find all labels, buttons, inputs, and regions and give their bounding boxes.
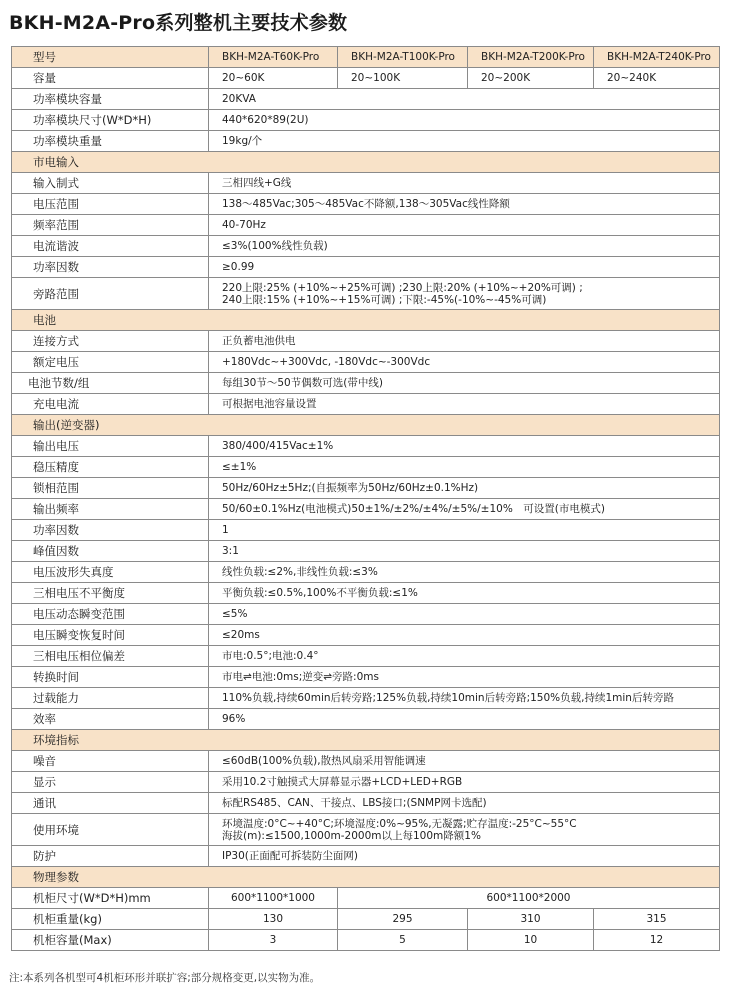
spec-row [12,173,720,194]
row-label: 锁相范围 [12,478,209,499]
row-value: 线性负载:≤2%,非线性负载:≤3% [209,562,720,583]
section-header-output [12,415,720,436]
row-value: 50Hz/60Hz±5Hz;(自振频率为50Hz/60Hz±0.1%Hz) [209,478,720,499]
cabinet-size-others: 600*1100*2000 [338,888,720,909]
row-label: 电池节数/组 [12,373,209,394]
row-value: ≤60dB(100%负载),散热风扇采用智能调速 [209,751,720,772]
capacity-t60k: 20~60K [209,68,338,89]
cabinet-weight-t200k: 310 [468,909,594,930]
row-label: 功率模块重量 [12,131,209,152]
cabinet-capacity-t60k: 3 [209,930,338,951]
row-value: 50/60±0.1%Hz(电池模式)50±1%/±2%/±4%/±5%/±10% 可设置(市电模式) [209,499,720,520]
cabinet-weight-t240k: 315 [594,909,720,930]
spec-row [12,436,720,457]
row-label: 频率范围 [12,215,209,236]
spec-row [12,646,720,667]
bypass-line-1: 220上限:25% (+10%~+25%可调) ;230上限:20% (+10%~+20%可调) ; [222,281,583,294]
cabinet-size-row [12,888,720,909]
row-label: 功率模块容量 [12,89,209,110]
section-header-environment [12,730,720,751]
row-value: 1 [209,520,720,541]
row-label: 三相电压相位偏差 [12,646,209,667]
bypass-line-2: 240上限:15% (+10%~+15%可调) ;下限:-45%(-10%~-45%可调) [222,293,547,306]
spec-row [12,688,720,709]
spec-row [12,709,720,730]
row-value: 每组30节～50节偶数可选(带中线) [209,373,720,394]
row-label: 充电电流 [12,394,209,415]
spec-row [12,110,720,131]
row-value: +180Vdc~+300Vdc, -180Vdc~-300Vdc [209,352,720,373]
usage-environment-value [209,814,720,846]
section-title: 市电输入 [12,152,720,173]
row-value: 市电:0.5°;电池:0.4° [209,646,720,667]
row-value: 采用10.2寸触摸式大屏幕显示器+LCD+LED+RGB [209,772,720,793]
page-title: BKH-M2A-Pro系列整机主要技术参数 [9,12,348,34]
spec-row [12,846,720,867]
row-label: 过载能力 [12,688,209,709]
row-label: 防护 [12,846,209,867]
spec-row [12,394,720,415]
row-value: 110%负载,持续60min后转旁路;125%负载,持续10min后转旁路;150%负载,持续1min后转旁路 [209,688,720,709]
row-value: 正负蓄电池供电 [209,331,720,352]
row-label: 显示 [12,772,209,793]
spec-row [12,520,720,541]
usage-line-1: 环境温度:0°C~+40°C;环境湿度:0%~95%,无凝露;贮存温度:-25°C~55°C [222,817,577,830]
section-header-battery [12,310,720,331]
row-label: 电压波形失真度 [12,562,209,583]
row-label: 转换时间 [12,667,209,688]
row-label: 噪音 [12,751,209,772]
row-label: 电流谐波 [12,236,209,257]
spec-row [12,194,720,215]
footnote: 注:本系列各机型可4机柜环形并联扩容;部分规格变更,以实物为准。 [9,972,321,984]
row-label: 稳压精度 [12,457,209,478]
row-label: 效率 [12,709,209,730]
row-label: 输出电压 [12,436,209,457]
row-value: 138～485Vac;305～485Vac不降额,138～305Vac线性降额 [209,194,720,215]
spec-row [12,215,720,236]
spec-row [12,499,720,520]
usage-line-2: 海拔(m):≤1500,1000m-2000m以上每100m降额1% [222,829,481,842]
spec-row [12,751,720,772]
row-value: 三相四线+G线 [209,173,720,194]
spec-row [12,478,720,499]
cabinet-capacity-t200k: 10 [468,930,594,951]
row-label: 机柜容量(Max) [12,930,209,951]
row-label: 机柜尺寸(W*D*H)mm [12,888,209,909]
section-title: 物理参数 [12,867,720,888]
model-t200k: BKH-M2A-T200K-Pro [468,47,594,68]
spec-row [12,131,720,152]
row-value: ≥0.99 [209,257,720,278]
spec-row [12,236,720,257]
row-label: 电压范围 [12,194,209,215]
cabinet-weight-t100k: 295 [338,909,468,930]
section-title: 输出(逆变器) [12,415,720,436]
spec-row [12,457,720,478]
row-label: 三相电压不平衡度 [12,583,209,604]
row-value: 96% [209,709,720,730]
spec-row [12,667,720,688]
row-label: 容量 [12,68,209,89]
row-label: 使用环境 [12,814,209,846]
spec-row [12,562,720,583]
row-label: 电压瞬变恢复时间 [12,625,209,646]
model-t100k: BKH-M2A-T100K-Pro [338,47,468,68]
row-value: ≤3%(100%线性负载) [209,236,720,257]
spec-row [12,352,720,373]
row-label: 功率因数 [12,520,209,541]
row-label: 功率模块尺寸(W*D*H) [12,110,209,131]
row-value: 440*620*89(2U) [209,110,720,131]
section-title: 电池 [12,310,720,331]
row-label: 输出频率 [12,499,209,520]
spec-row [12,814,720,846]
capacity-t100k: 20~100K [338,68,468,89]
row-value: 19kg/个 [209,131,720,152]
spec-row [12,772,720,793]
spec-row [12,583,720,604]
spec-row [12,331,720,352]
section-header-mains-input [12,152,720,173]
row-value: 平衡负载:≤0.5%,100%不平衡负载:≤1% [209,583,720,604]
row-value: 标配RS485、CAN、干接点、LBS接口;(SNMP网卡选配) [209,793,720,814]
row-value: 可根据电池容量设置 [209,394,720,415]
cabinet-capacity-t100k: 5 [338,930,468,951]
model-t240k: BKH-M2A-T240K-Pro [594,47,720,68]
row-value: ≤20ms [209,625,720,646]
section-title: 环境指标 [12,730,720,751]
model-t60k: BKH-M2A-T60K-Pro [209,47,338,68]
row-value: 3:1 [209,541,720,562]
spec-row [12,89,720,110]
row-label: 机柜重量(kg) [12,909,209,930]
spec-row [12,625,720,646]
row-label: 输入制式 [12,173,209,194]
spec-row [12,257,720,278]
capacity-row [12,68,720,89]
row-value: IP30(正面配可拆装防尘面网) [209,846,720,867]
row-value: 380/400/415Vac±1% [209,436,720,457]
row-label: 电压动态瞬变范围 [12,604,209,625]
row-label: 额定电压 [12,352,209,373]
model-label: 型号 [12,47,209,68]
spec-row [12,604,720,625]
spec-row [12,278,720,310]
row-value: 市电⇌电池:0ms;逆变⇌旁路:0ms [209,667,720,688]
model-header-row [12,47,720,68]
row-label: 通讯 [12,793,209,814]
row-label: 旁路范围 [12,278,209,310]
capacity-t200k: 20~200K [468,68,594,89]
row-label: 功率因数 [12,257,209,278]
spec-row [12,541,720,562]
row-value: ≤±1% [209,457,720,478]
row-label: 连接方式 [12,331,209,352]
section-header-physical [12,867,720,888]
capacity-t240k: 20~240K [594,68,720,89]
cabinet-capacity-t240k: 12 [594,930,720,951]
spec-table [11,46,720,951]
cabinet-size-t60k: 600*1100*1000 [209,888,338,909]
spec-row [12,793,720,814]
cabinet-weight-t60k: 130 [209,909,338,930]
row-label: 峰值因数 [12,541,209,562]
cabinet-capacity-row [12,930,720,951]
row-value: 40-70Hz [209,215,720,236]
spec-row [12,373,720,394]
cabinet-weight-row [12,909,720,930]
bypass-range-value [209,278,720,310]
row-value: ≤5% [209,604,720,625]
row-value: 20KVA [209,89,720,110]
